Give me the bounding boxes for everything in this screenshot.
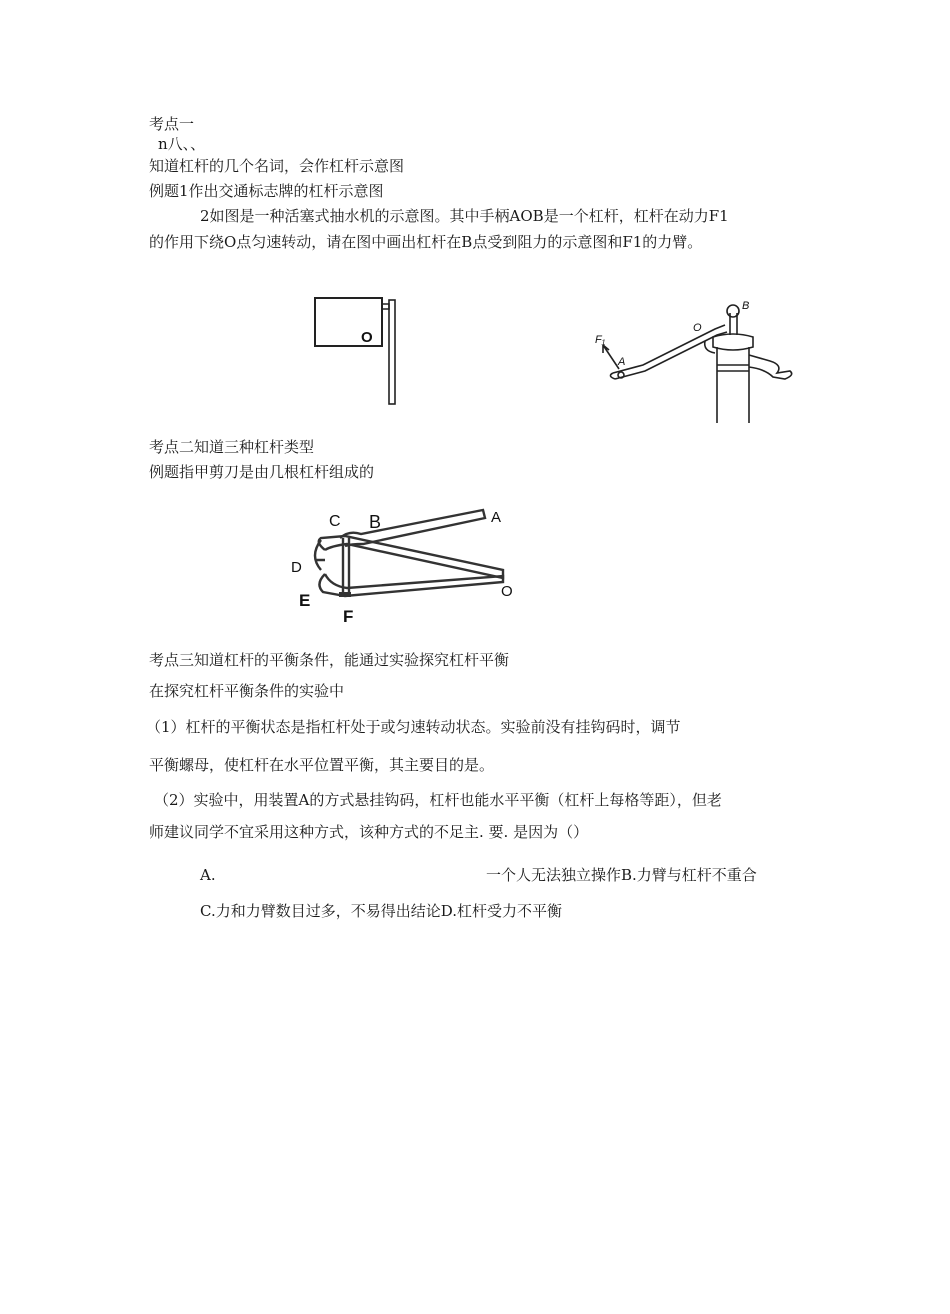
heading-kaodian-3: 考点三知道杠杆的平衡条件，能通过实验探究杠杆平衡 <box>149 651 510 669</box>
sign-bracket <box>382 304 389 309</box>
nail-clipper-figure <box>285 500 525 630</box>
clipper-label-e: E <box>299 591 311 610</box>
clipper-label-c: C <box>329 513 341 530</box>
question-1-line-1: （1）杠杆的平衡状态是指杠杆处于或匀速转动状态。实验前没有挂钩码时，调节 <box>146 718 681 736</box>
heading-fragment: n八、、 <box>158 135 206 153</box>
clipper-label-b: B <box>369 512 382 532</box>
heading-kaodian-1: 考点一 <box>149 115 195 133</box>
pump-label-o: O <box>693 322 702 334</box>
clipper-label-o: O <box>501 583 513 600</box>
pump-label-f1: F₁ <box>595 334 606 346</box>
water-pump-figure <box>585 295 800 430</box>
topic-1-text: 知道杠杆的几个名词，会作杠杆示意图 <box>149 157 405 175</box>
option-a-b-text: 一个人无法独立操作B.力臂与杠杆不重合 <box>486 866 757 884</box>
pump-label-a: A <box>618 356 626 368</box>
option-c-d-text: C.力和力臂数目过多，不易得出结论D.杠杆受力不平衡 <box>200 902 562 920</box>
pump-body-bands <box>717 365 749 371</box>
traffic-sign-figure <box>305 288 415 408</box>
clipper-arm-upper <box>319 536 503 578</box>
heading-kaodian-2: 考点二知道三种杠杆类型 <box>149 438 315 456</box>
clipper-label-a: A <box>491 509 502 526</box>
clipper-label-f: F <box>343 607 354 626</box>
question-1-line-2: 平衡螺母，使杠杆在水平位置平衡，其主要目的是。 <box>149 756 495 774</box>
sign-label-o: O <box>361 329 373 346</box>
pump-label-b: B <box>742 300 750 312</box>
sign-pole <box>389 300 395 404</box>
clipper-label-d: D <box>291 559 302 576</box>
clipper-pin-base <box>339 592 351 597</box>
pump-top-joint <box>727 305 739 317</box>
experiment-intro: 在探究杠杆平衡条件的实验中 <box>149 682 345 700</box>
pump-cylinder-top <box>713 334 753 350</box>
example-3-text: 例题指甲剪刀是由几根杠杆组成的 <box>149 463 375 481</box>
pump-spout <box>749 355 792 379</box>
pump-body <box>717 347 749 423</box>
pump-handle-tip <box>610 373 615 379</box>
example-1-text: 例题1作出交通标志牌的杠杆示意图 <box>149 182 384 200</box>
question-2-line-1: （2）实验中，用装置A的方式悬挂钩码，杠杆也能水平平衡（杠杆上每格等距），但老 <box>154 791 722 809</box>
example-2-line-1: 2如图是一种活塞式抽水机的示意图。其中手柄AOB是一个杠杆，杠杆在动力F1 <box>200 207 729 225</box>
force-arrow-f1 <box>603 345 619 369</box>
option-a-letter: A. <box>200 866 216 884</box>
example-2-line-2: 的作用下绕O点匀速转动，请在图中画出杠杆在B点受到阻力的示意图和F1的力臂。 <box>149 233 703 251</box>
question-2-line-2: 师建议同学不宜采用这种方式，该种方式的不足主. 要. 是因为（） <box>149 823 589 841</box>
